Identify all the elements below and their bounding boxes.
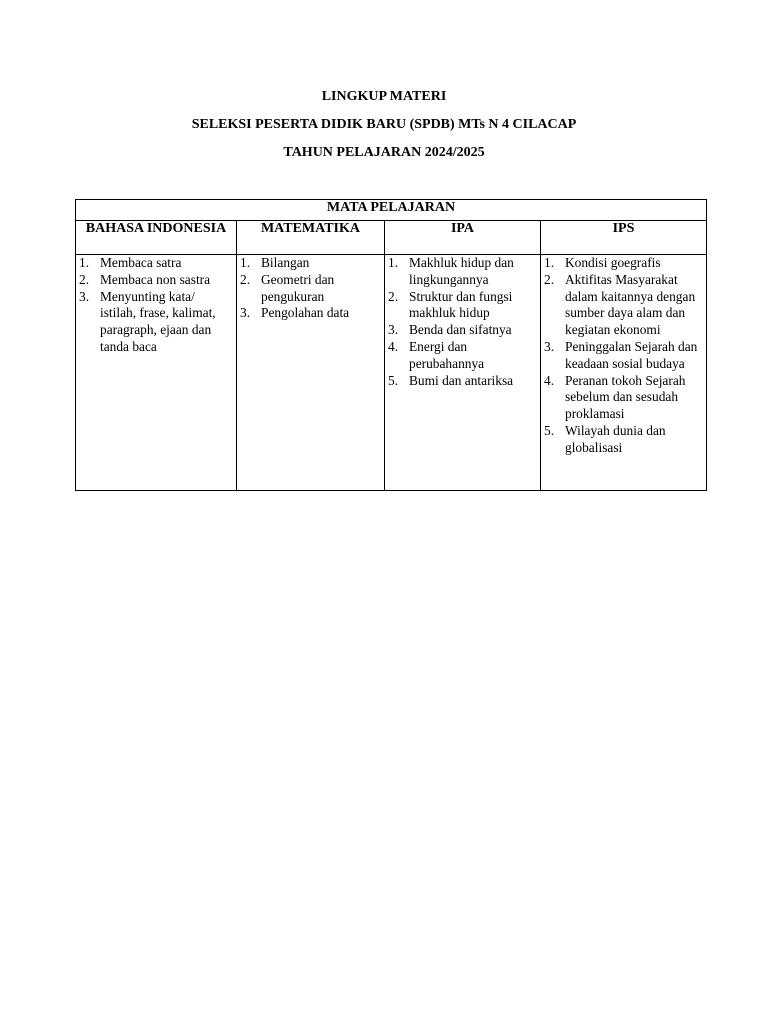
list-item xyxy=(385,322,540,339)
item-text: Membaca satra xyxy=(100,255,182,270)
topic-list xyxy=(385,255,540,389)
item-number: 3. xyxy=(544,338,555,354)
table-content-row xyxy=(76,255,707,491)
item-text: Geometri dan pengukuran xyxy=(261,271,335,304)
item-number: 2. xyxy=(79,271,90,287)
list-item xyxy=(76,289,236,356)
topic-list xyxy=(237,255,384,322)
item-text: Struktur dan fungsi makhluk hidup xyxy=(409,288,513,321)
item-number: 5. xyxy=(544,422,555,438)
item-text: Kondisi goegrafis xyxy=(565,255,661,270)
item-text: Menyunting kata/ istilah, frase, kalimat, paragraph, ejaan dan tanda baca xyxy=(100,288,216,354)
list-item xyxy=(76,272,236,289)
list-item xyxy=(385,339,540,373)
item-number: 4. xyxy=(388,338,399,354)
item-text: Peninggalan Sejarah dan keadaan sosial budaya xyxy=(565,338,698,371)
list-item xyxy=(237,272,384,306)
item-text: Benda dan sifatnya xyxy=(409,322,512,338)
list-item xyxy=(541,339,706,373)
item-number: 2. xyxy=(388,288,399,304)
item-text: Wilayah dunia dan globalisasi xyxy=(565,422,666,455)
item-number: 1. xyxy=(544,255,555,270)
item-text: Pengolahan data xyxy=(261,305,350,321)
table-header-row xyxy=(76,221,707,255)
item-number: 3. xyxy=(79,288,90,304)
topic-list xyxy=(76,255,236,356)
list-item xyxy=(541,272,706,339)
list-item xyxy=(385,255,540,289)
item-text: Membaca non sastra xyxy=(100,271,211,287)
item-number: 3. xyxy=(240,305,251,321)
cell-bahasa-indonesia xyxy=(76,255,237,491)
document-subtitle: SELEKSI PESERTA DIDIK BARU (SPDB) MTs N 4 CILACAP xyxy=(191,117,577,132)
list-item xyxy=(76,255,236,272)
item-number: 1. xyxy=(79,255,90,270)
cell-ipa xyxy=(385,255,541,491)
item-number: 1. xyxy=(388,255,399,270)
item-text: Makhluk hidup dan lingkungannya xyxy=(409,255,514,287)
column-header-matematika: MATEMATIKA xyxy=(237,221,385,255)
item-number: 2. xyxy=(240,271,251,287)
table-title: MATA PELAJARAN xyxy=(76,200,707,221)
column-header-ips: IPS xyxy=(541,221,707,255)
cell-ips xyxy=(541,255,707,491)
list-item xyxy=(541,423,706,457)
table-title-row xyxy=(76,200,707,221)
subject-material-table xyxy=(75,199,707,491)
list-item xyxy=(541,255,706,272)
column-header-bahasa-indonesia: BAHASA INDONESIA xyxy=(76,221,237,255)
document-title: LINGKUP MATERI xyxy=(321,89,447,104)
list-item xyxy=(385,289,540,323)
item-text: Bilangan xyxy=(261,255,310,270)
item-text: Bumi dan antariksa xyxy=(409,372,514,388)
list-item xyxy=(237,305,384,322)
column-header-ipa: IPA xyxy=(385,221,541,255)
topic-list xyxy=(541,255,706,457)
item-text: Aktifitas Masyarakat dalam kaitannya dengan sumber daya alam dan kegiatan ekonomi xyxy=(565,271,696,338)
item-text: Peranan tokoh Sejarah sebelum dan sesudah proklamasi xyxy=(565,372,686,422)
list-item xyxy=(385,373,540,390)
list-item xyxy=(541,373,706,423)
item-number: 1. xyxy=(240,255,251,270)
item-number: 3. xyxy=(388,322,399,338)
item-number: 4. xyxy=(544,372,555,388)
item-number: 5. xyxy=(388,372,399,388)
cell-matematika xyxy=(237,255,385,491)
item-number: 2. xyxy=(544,271,555,287)
academic-year: TAHUN PELAJARAN 2024/2025 xyxy=(283,145,485,160)
item-text: Energi dan perubahannya xyxy=(409,338,485,371)
list-item xyxy=(237,255,384,272)
